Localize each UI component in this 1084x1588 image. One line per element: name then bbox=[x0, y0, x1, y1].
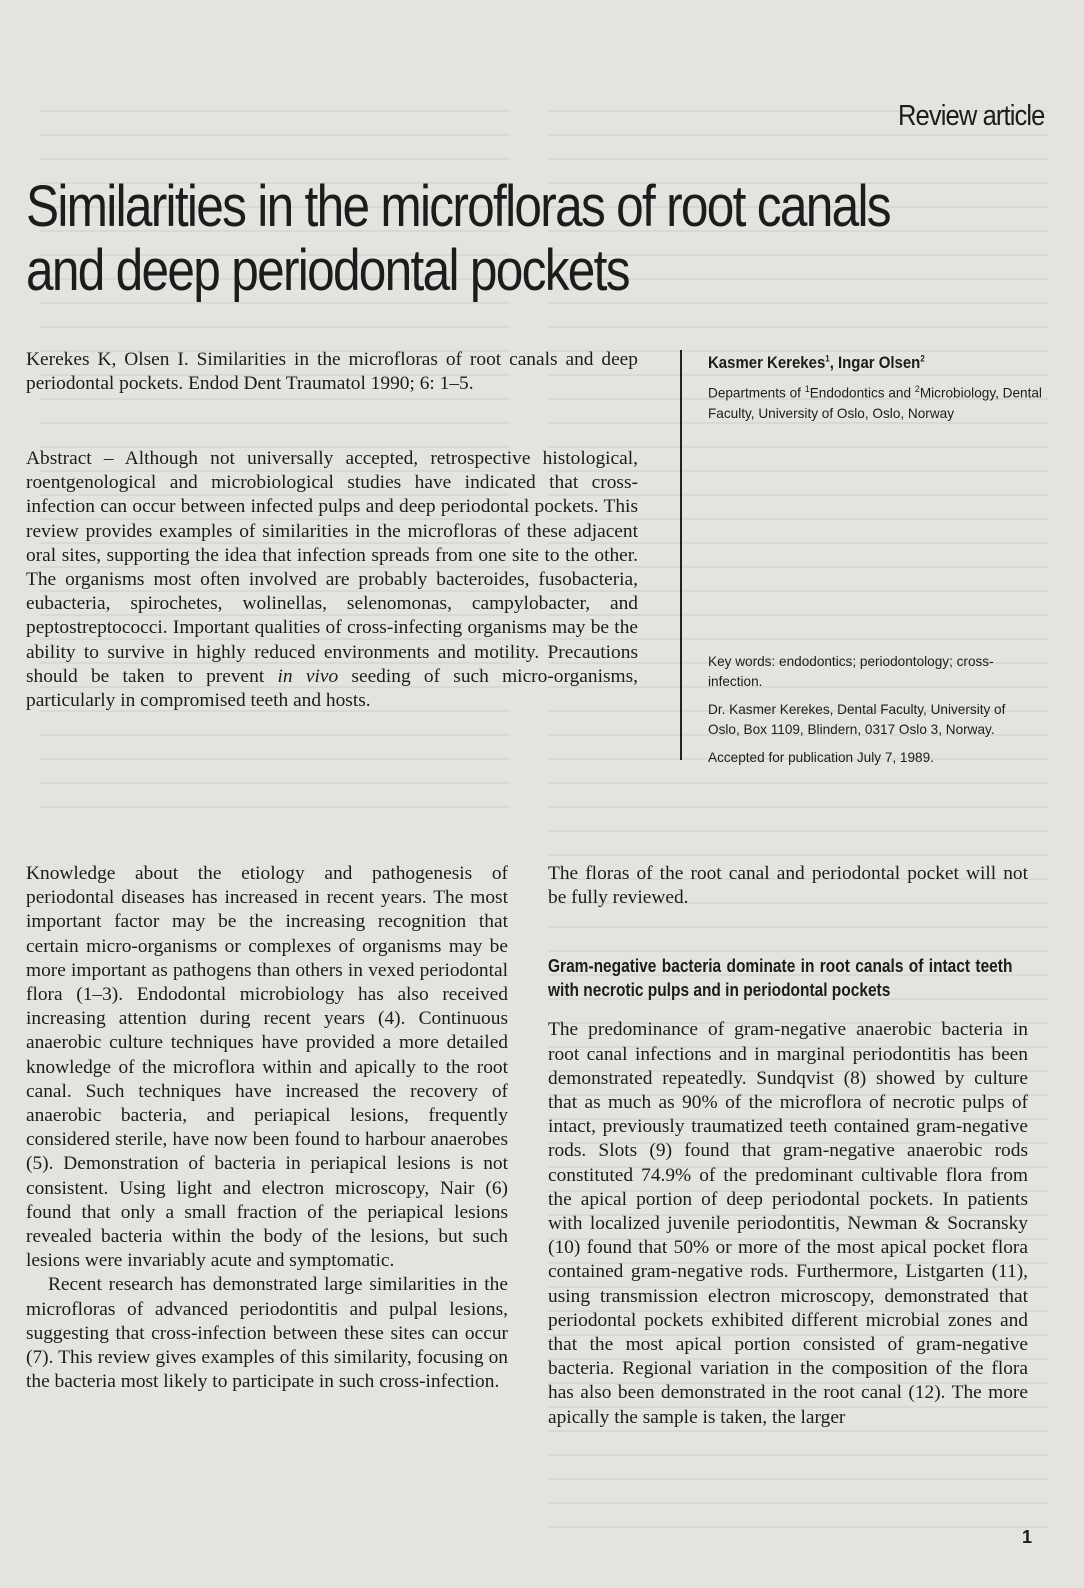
affiliation-dept-2: Microbiology, Dental Faculty, University of Oslo, Oslo, Norway bbox=[708, 385, 1042, 421]
right-paragraph-2: The predominance of gram-negative anaerobic bacteria in root canal infections and in marginal periodontitis has been demonstrated repeatedly. Sundqvist (8) showed by culture that as much as 90% of the microflora of necrotic pulps of intact, previously traumatized teeth contained gram-negative rods. Slots (9) found that gram-negative anaerobic rods constituted 74.9% of the predominant cultivable flora from the apical portion of deep periodontal pockets. In patients with localized juvenile periodontitis, Newman & Socransky (10) found that 50% or more of the most apical pocket flora contained gram-negative rods. Furthermore, Listgarten (11), using transmission electron microscopy, demonstrated that periodontal pockets exhibited different microbial zones and that the most apical portion consisted of gram-negative bacteria. Regional variation in the composition of the flora has also been demonstrated in the root canal (12). The more apically the sample is taken, the larger bbox=[548, 1019, 1028, 1428]
abstract-text-2: seeding of such micro-organisms, particularly in compromised teeth and hosts. bbox=[26, 665, 638, 712]
abstract-label: Abstract bbox=[26, 448, 92, 469]
author-1-sup: 1 bbox=[825, 353, 830, 364]
left-paragraph-1: Knowledge about the etiology and pathogenesis of periodontal diseases has increased in recent years. The most important factor may be the increasing recognition that certain micro-organisms or complexes of organisms may be more important as pathogens than others in vexed periodontal flora (1–3). Endodontal microbiology has also received increasing attention during recent years (4). Continuous anaerobic culture techniques have provided a more detailed knowledge of the microflora within and apically to the root canal. Such techniques have increased the recovery of anaerobic bacteria, and periapical lesions, frequently considered sterile, have now been found to harbour anaerobes (5). Demonstration of bacteria in periapical lesions is not consistent. Using light and electron microscopy, Nair (6) found that only a small fraction of the periapical lesions revealed bacteria within the body of the lesions, but such lesions were invariably acute and symptomatic. bbox=[26, 863, 508, 1272]
left-column bbox=[26, 862, 508, 1394]
correspondence: Dr. Kasmer Kerekes, Dental Faculty, University of Oslo, Box 1109, Blindern, 0317 Oslo 3, Norway. bbox=[708, 702, 1006, 737]
keywords: Key words: endodontics; periodontology; cross-infection. bbox=[708, 654, 994, 689]
author-1: Kasmer Kerekes bbox=[708, 353, 826, 372]
author-2-sup: 2 bbox=[920, 353, 925, 364]
abstract bbox=[26, 447, 638, 713]
affiliation-dept-1: Endodontics and bbox=[809, 385, 915, 401]
article-title: Similarities in the microfloras of root canals and deep periodontal pockets bbox=[26, 174, 890, 303]
affiliation-sup-2: 2 bbox=[914, 384, 920, 394]
left-paragraph-2: Recent research has demonstrated large similarities in the microfloras of advanced periodontitis and pulpal lesions, suggesting that cross-infection between these sites can occur (7). This review gives examples of this similarity, focusing on the bacteria most likely to participate in such cross-infection. bbox=[26, 1274, 508, 1393]
affiliation-prefix: Departments of bbox=[708, 385, 805, 401]
abstract-italic: in vivo bbox=[277, 665, 339, 687]
affiliation-sup-1: 1 bbox=[804, 384, 810, 394]
author-2: Ingar Olsen bbox=[838, 353, 921, 372]
section-label: Review article bbox=[897, 100, 1044, 132]
keywords-block bbox=[708, 652, 1026, 768]
page-number: 1 bbox=[1021, 1527, 1032, 1547]
accepted-date: Accepted for publication July 7, 1989. bbox=[708, 750, 934, 765]
author-info bbox=[708, 353, 1048, 424]
right-column bbox=[548, 862, 1028, 1430]
section-heading: Gram-negative bacteria dominate in root canals of intact teeth with necrotic pulps and in periodontal pockets bbox=[548, 956, 1013, 1001]
citation: Kerekes K, Olsen I. Similarities in the microfloras of root canals and deep periodontal pockets. Endod Dent Traumatol 1990; 6: 1–5. bbox=[26, 349, 638, 395]
sidebar-divider bbox=[680, 350, 682, 760]
right-paragraph-1: The floras of the root canal and periodontal pocket will not be fully reviewed. bbox=[548, 863, 1028, 909]
abstract-text-1: – Although not universally accepted, retrospective histological, roentgenological and microbiological studies have indicated that cross-infection can occur between infected pulps and deep periodontal pockets. This review provides examples of similarities in the microfloras of these adjacent oral sites, supporting the idea that infection spreads from one site to the other. The organisms most often involved are probably bacteroides, fusobacteria, eubacteria, spirochetes, wolinellas, selenomonas, campylobacter, and peptostreptococci. Important qualities of cross-infecting organisms may be the ability to survive in highly reduced environments and motility. Precautions should be taken to prevent bbox=[26, 448, 638, 687]
author-names bbox=[708, 353, 1007, 373]
affiliation bbox=[708, 379, 1048, 424]
author-separator: , bbox=[829, 353, 839, 372]
